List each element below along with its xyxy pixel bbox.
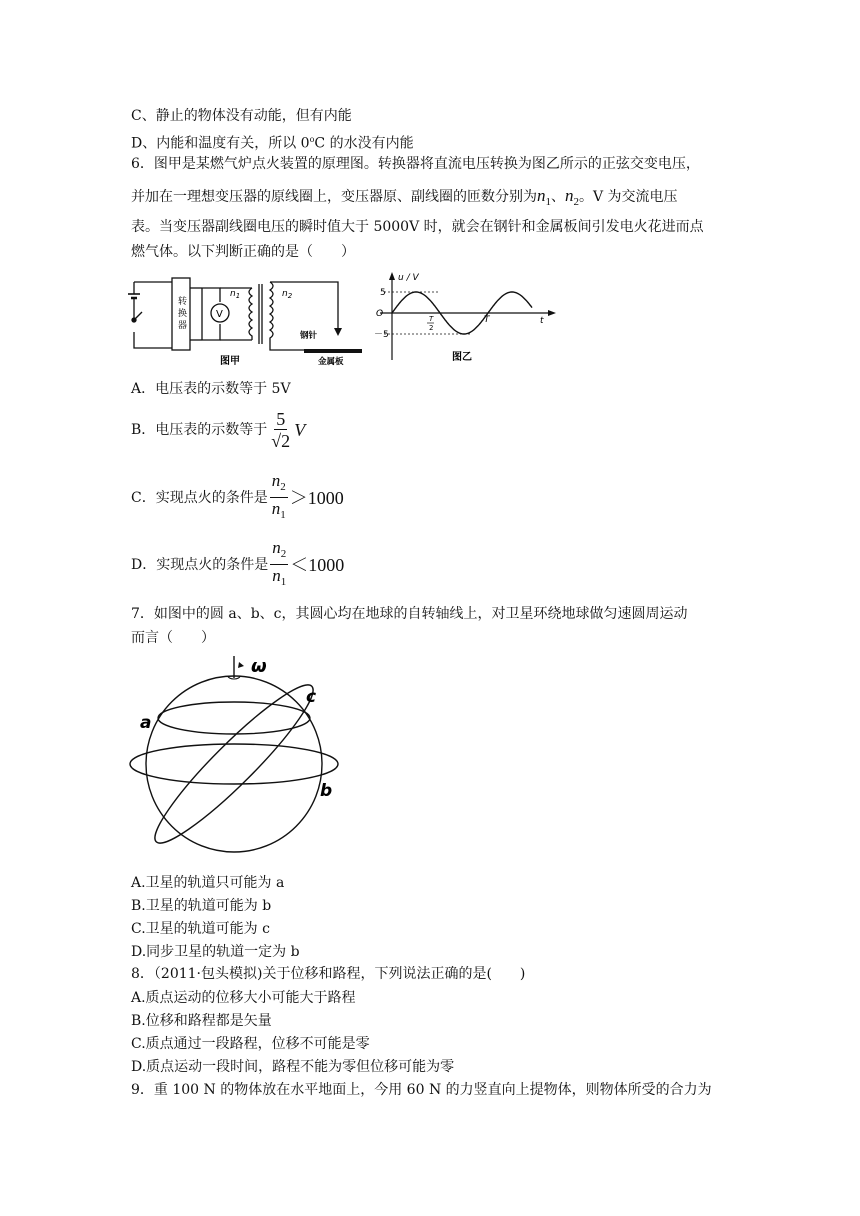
q8-option-d: D.质点运动一段时间，路程不能为零但位移可能为零 <box>131 1059 455 1075</box>
y-axis-label: u / V <box>398 273 419 283</box>
q8-stem: 8．（2011·包头模拟)关于位移和路程，下列说法正确的是( ) <box>131 966 526 982</box>
origin-label: O <box>376 309 384 319</box>
q8-option-a: A.质点运动的位移大小可能大于路程 <box>131 990 356 1006</box>
q6-stem-line1: 6．图甲是某燃气炉点火装置的原理图。转换器将直流电压转换为图乙所示的正弦交变电压， <box>131 156 700 172</box>
n1-label: $n_1$ <box>230 289 241 300</box>
orbit-b-label: b <box>320 781 333 801</box>
n2-label: $n_2$ <box>282 289 293 300</box>
q7-option-d: D.同步卫星的轨道一定为 b <box>131 944 300 960</box>
voltmeter-label: V <box>216 309 223 320</box>
q5-option-c: C、静止的物体没有动能，但有内能 <box>131 108 352 124</box>
q7-stem-line2: 而言（ ） <box>131 630 215 646</box>
converter-char-1: 转 <box>178 297 188 307</box>
figure-jia-caption: 图甲 <box>220 356 240 366</box>
plate-label: 金属板 <box>318 357 344 366</box>
q7-option-b: B.卫星的轨道可能为 b <box>131 898 272 914</box>
q8-option-c: C.质点通过一段路程，位移不可能是零 <box>131 1036 370 1052</box>
y-tick-bottom: －5 <box>374 330 389 340</box>
q6-stem-line3: 表。当变压器副线圈电压的瞬时值大于 5000V 时，就会在钢针和金属板间引发电火花进而点 <box>131 219 704 235</box>
q6-stem-line2: 并加在一理想变压器的原线圈上，变压器原、副线圈的匝数分别为$n_1$、$n_2$。V 为交流电压 <box>131 186 678 208</box>
x-tick-full: T <box>484 315 490 325</box>
x-tick-half-den: 2 <box>429 324 434 332</box>
converter-char-2: 换 <box>178 309 188 319</box>
q5-option-d: D、内能和温度有关，所以 0$^o$C 的水没有内能 <box>131 135 414 152</box>
q8-option-b: B.位移和路程都是矢量 <box>131 1013 272 1029</box>
q7-option-a: A.卫星的轨道只可能为 a <box>131 875 285 891</box>
converter-char-3: 器 <box>178 321 188 331</box>
x-tick-half-num: T <box>429 315 434 323</box>
fraction-5-over-sqrt2: $\frac{5}{√2}$ <box>271 408 291 451</box>
figure-yi-caption: 图乙 <box>452 352 472 363</box>
y-tick-top: 5 <box>380 288 386 298</box>
needle-label: 钢针 <box>300 331 318 341</box>
q6-option-c: C．实现点火的条件是 $\frac{n_2}{n_1}$ ＞1000 <box>131 470 344 521</box>
q7-stem-line1: 7．如图中的圆 a、b、c，其圆心均在地球的自转轴线上，对卫星环绕地球做匀速圆周运动 <box>131 606 688 622</box>
q6-option-b: B．电压表的示数等于 $\frac{5}{√2}$ V <box>131 408 306 451</box>
figure-earth-orbits <box>128 652 352 864</box>
q6-stem-line4: 燃气体。以下判断正确的是（ ） <box>131 244 355 260</box>
orbit-a-label: a <box>140 713 152 733</box>
q7-option-c: C.卫星的轨道可能为 c <box>131 921 270 937</box>
q9-stem: 9．重 100 N 的物体放在水平地面上，今用 60 N 的力竖直向上提物体，则物体所受的合力为 <box>131 1082 712 1098</box>
x-axis-label: t <box>540 316 544 326</box>
figure-jia-circuit <box>128 274 370 366</box>
omega-label: ω <box>251 656 267 677</box>
figure-yi-sine <box>372 268 557 364</box>
orbit-c-label: c <box>306 687 317 707</box>
q6-option-a: A．电压表的示数等于 5V <box>131 381 291 397</box>
q6-option-d: D．实现点火的条件是 $\frac{n_2}{n_1}$ ＜1000 <box>131 537 345 588</box>
